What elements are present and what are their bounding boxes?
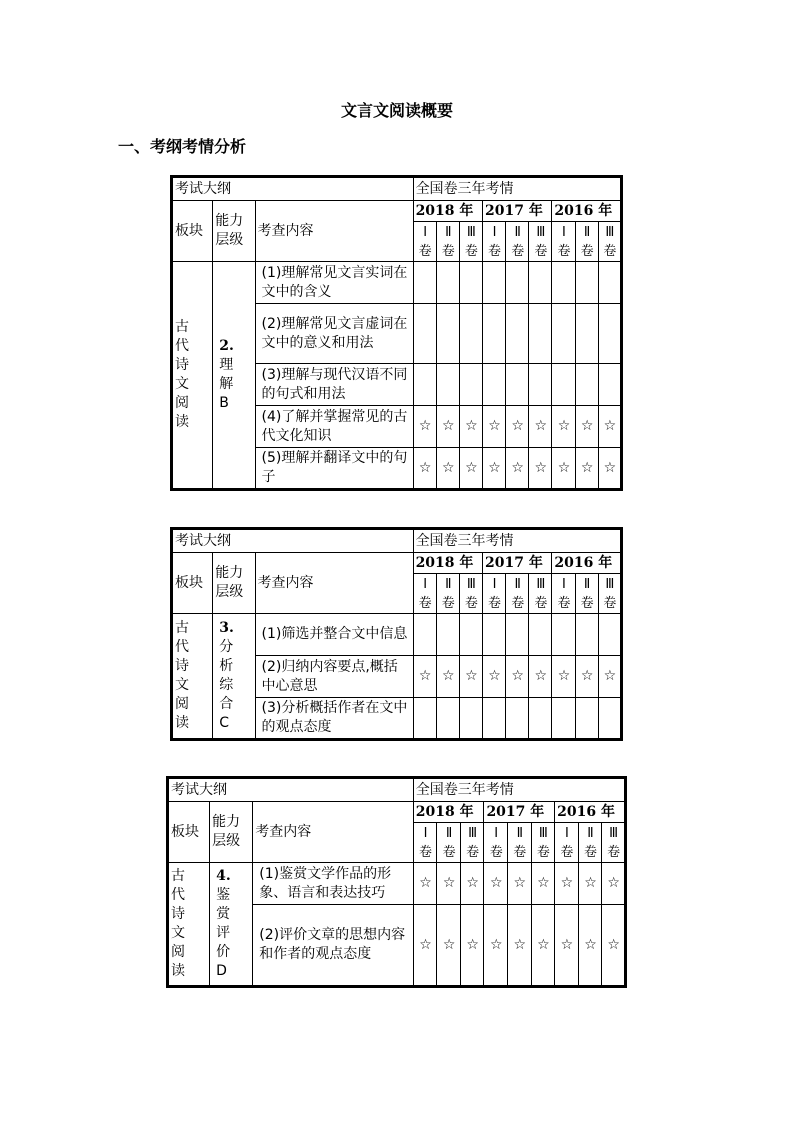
- header-paper-1: [413, 222, 436, 262]
- empty-mark: [506, 304, 529, 364]
- paper-suffix: 卷: [536, 844, 550, 860]
- star-mark: ☆: [484, 863, 508, 905]
- header-paper-1: [552, 574, 575, 614]
- empty-mark: [459, 364, 482, 406]
- empty-mark: [436, 304, 459, 364]
- paper-numeral: Ⅰ: [564, 825, 569, 841]
- paper-suffix: 卷: [464, 243, 478, 259]
- empty-mark: [575, 304, 598, 364]
- header-year-2018: 2018 年: [413, 201, 482, 222]
- empty-mark: [482, 262, 505, 304]
- paper-suffix: 卷: [466, 844, 480, 860]
- ability-level-char: 解: [219, 376, 234, 392]
- header-paper-3: [459, 222, 482, 262]
- header-block: 板块: [172, 201, 213, 262]
- header-paper-2: [506, 222, 529, 262]
- star-mark: ☆: [575, 448, 598, 490]
- paper-numeral: Ⅰ: [423, 825, 428, 841]
- star-mark: ☆: [437, 863, 461, 905]
- star-mark: ☆: [529, 656, 552, 698]
- empty-mark: [482, 304, 505, 364]
- paper-numeral: Ⅱ: [445, 825, 453, 841]
- header-paper-3: [529, 222, 552, 262]
- block-char: 代: [175, 639, 189, 655]
- star-mark: ☆: [436, 656, 459, 698]
- ability-level-cell: [210, 863, 253, 987]
- star-mark: ☆: [555, 905, 579, 987]
- paper-suffix: 卷: [442, 844, 456, 860]
- star-mark: ☆: [602, 905, 626, 987]
- paper-suffix: 卷: [418, 595, 432, 611]
- header-paper-2: [575, 222, 598, 262]
- block-cell: [172, 614, 213, 740]
- star-mark: ☆: [529, 448, 552, 490]
- star-mark: ☆: [413, 863, 437, 905]
- block-char: 代: [171, 887, 185, 903]
- paper-suffix: 卷: [580, 595, 594, 611]
- empty-mark: [552, 364, 575, 406]
- table-row: [168, 863, 626, 905]
- empty-mark: [552, 614, 575, 656]
- block-char: 阅: [171, 944, 185, 960]
- ability-level-char: 鉴: [216, 887, 231, 903]
- block-char: 文: [171, 925, 185, 941]
- paper-suffix: 卷: [488, 243, 502, 259]
- header-paper-3: [460, 823, 484, 863]
- header-paper-3: [598, 222, 621, 262]
- paper-suffix: 卷: [488, 595, 502, 611]
- star-mark: ☆: [482, 656, 505, 698]
- ability-level-number: 3.: [219, 620, 234, 636]
- empty-mark: [552, 262, 575, 304]
- paper-suffix: 卷: [441, 243, 455, 259]
- block-char: 文: [175, 677, 189, 693]
- header-paper-2: [506, 574, 529, 614]
- paper-numeral: Ⅱ: [445, 576, 452, 592]
- header-content: 考查内容: [255, 553, 413, 614]
- empty-mark: [575, 262, 598, 304]
- paper-suffix: 卷: [580, 243, 594, 259]
- header-year-2016: 2016 年: [555, 802, 626, 823]
- header-year-2016: 2016 年: [552, 201, 622, 222]
- star-mark: ☆: [482, 448, 505, 490]
- empty-mark: [575, 364, 598, 406]
- star-mark: ☆: [602, 863, 626, 905]
- star-mark: ☆: [552, 448, 575, 490]
- star-mark: ☆: [437, 905, 461, 987]
- star-mark: ☆: [531, 905, 555, 987]
- block-cell: [168, 863, 210, 987]
- paper-numeral: Ⅰ: [562, 576, 566, 592]
- paper-numeral: Ⅰ: [494, 825, 499, 841]
- empty-mark: [575, 698, 598, 740]
- header-paper-3: [531, 823, 555, 863]
- header-paper-1: [413, 574, 436, 614]
- header-content: 考查内容: [255, 201, 413, 262]
- paper-suffix: 卷: [418, 243, 432, 259]
- content-cell: (5)理解并翻译文中的句子: [255, 448, 413, 490]
- star-mark: ☆: [555, 863, 579, 905]
- star-mark: ☆: [529, 406, 552, 448]
- star-mark: ☆: [598, 406, 621, 448]
- empty-mark: [459, 304, 482, 364]
- content-cell: (1)理解常见文言实词在文中的含义: [255, 262, 413, 304]
- ability-level-char: B: [219, 395, 229, 411]
- header-paper-3: [529, 574, 552, 614]
- star-mark: ☆: [552, 656, 575, 698]
- empty-mark: [506, 698, 529, 740]
- empty-mark: [529, 304, 552, 364]
- empty-mark: [459, 614, 482, 656]
- paper-numeral: Ⅱ: [583, 224, 591, 240]
- header-paper-3: [459, 574, 482, 614]
- empty-mark: [598, 304, 621, 364]
- header-outline: 考试大纲: [172, 529, 414, 553]
- header-paper-3: [598, 574, 621, 614]
- ability-level-char: 评: [216, 925, 231, 941]
- empty-mark: [459, 262, 482, 304]
- header-paper-2: [508, 823, 532, 863]
- star-mark: ☆: [506, 448, 529, 490]
- block-char: 阅: [175, 696, 189, 712]
- paper-numeral: Ⅰ: [562, 224, 566, 240]
- ability-level-number: 2.: [219, 338, 234, 354]
- star-mark: ☆: [436, 448, 459, 490]
- star-mark: ☆: [484, 905, 508, 987]
- paper-suffix: 卷: [603, 595, 617, 611]
- header-paper-2: [575, 574, 598, 614]
- empty-mark: [506, 364, 529, 406]
- header-year-2016: 2016 年: [552, 553, 622, 574]
- star-mark: ☆: [508, 863, 532, 905]
- empty-mark: [506, 262, 529, 304]
- paper-numeral: Ⅲ: [466, 576, 476, 592]
- header-paper-1: [482, 222, 505, 262]
- empty-mark: [598, 364, 621, 406]
- paper-numeral: Ⅱ: [583, 576, 591, 592]
- header-paper-2: [436, 222, 459, 262]
- paper-numeral: Ⅱ: [587, 825, 594, 841]
- content-cell: (1)鉴赏文学作品的形象、语言和表达技巧: [253, 863, 414, 905]
- empty-mark: [598, 614, 621, 656]
- ability-level-cell: [213, 262, 255, 490]
- header-year-2017: 2017 年: [484, 802, 555, 823]
- block-char: 文: [175, 376, 189, 392]
- header-exam-status: 全国卷三年考情: [413, 529, 621, 553]
- empty-mark: [529, 698, 552, 740]
- star-mark: ☆: [413, 656, 436, 698]
- header-paper-3: [602, 823, 626, 863]
- header-paper-2: [578, 823, 602, 863]
- header-level: 能力层级: [213, 201, 255, 262]
- block-char: 读: [175, 414, 189, 430]
- table-row: [172, 262, 622, 304]
- header-year-2018: 2018 年: [413, 802, 484, 823]
- star-mark: ☆: [460, 863, 484, 905]
- section-heading: 一、考纲考情分析: [118, 137, 247, 156]
- empty-mark: [436, 698, 459, 740]
- block-char: 读: [175, 715, 189, 731]
- paper-suffix: 卷: [511, 595, 525, 611]
- paper-numeral: Ⅲ: [605, 224, 615, 240]
- paper-numeral: Ⅲ: [538, 825, 548, 841]
- paper-numeral: Ⅱ: [445, 224, 452, 240]
- header-exam-status: 全国卷三年考情: [413, 778, 625, 802]
- paper-numeral: Ⅱ: [516, 825, 523, 841]
- empty-mark: [598, 262, 621, 304]
- empty-mark: [506, 614, 529, 656]
- paper-numeral: Ⅲ: [468, 825, 478, 841]
- star-mark: ☆: [413, 448, 436, 490]
- empty-mark: [436, 262, 459, 304]
- star-mark: ☆: [578, 863, 602, 905]
- ability-level-char: D: [216, 963, 227, 979]
- star-mark: ☆: [506, 406, 529, 448]
- block-char: 古: [171, 868, 185, 884]
- block-char: 诗: [175, 658, 189, 674]
- header-paper-1: [413, 823, 437, 863]
- empty-mark: [552, 698, 575, 740]
- paper-numeral: Ⅰ: [492, 224, 497, 240]
- paper-suffix: 卷: [603, 243, 617, 259]
- header-block: 板块: [172, 553, 213, 614]
- content-cell: (2)理解常见文言虚词在文中的意义和用法: [255, 304, 413, 364]
- star-mark: ☆: [552, 406, 575, 448]
- block-char: 读: [171, 963, 185, 979]
- paper-numeral: Ⅲ: [609, 825, 619, 841]
- star-mark: ☆: [459, 406, 482, 448]
- block-char: 古: [175, 319, 189, 335]
- star-mark: ☆: [459, 656, 482, 698]
- header-content: 考查内容: [253, 802, 414, 863]
- empty-mark: [413, 262, 436, 304]
- star-mark: ☆: [413, 905, 437, 987]
- content-cell: (3)分析概括作者在文中的观点态度: [255, 698, 413, 740]
- paper-suffix: 卷: [513, 844, 527, 860]
- paper-numeral: Ⅲ: [605, 576, 615, 592]
- empty-mark: [459, 698, 482, 740]
- paper-suffix: 卷: [511, 243, 525, 259]
- ability-level-char: 赏: [216, 906, 231, 922]
- ability-level-char: 综: [219, 677, 234, 693]
- content-cell: (3)理解与现代汉语不同的句式和用法: [255, 364, 413, 406]
- header-level: 能力层级: [213, 553, 255, 614]
- paper-suffix: 卷: [557, 243, 571, 259]
- paper-numeral: Ⅰ: [423, 576, 428, 592]
- header-paper-2: [436, 574, 459, 614]
- star-mark: ☆: [508, 905, 532, 987]
- star-mark: ☆: [459, 448, 482, 490]
- paper-suffix: 卷: [464, 595, 478, 611]
- header-year-2017: 2017 年: [482, 553, 551, 574]
- block-char: 代: [175, 338, 189, 354]
- header-level: 能力层级: [210, 802, 253, 863]
- empty-mark: [575, 614, 598, 656]
- star-mark: ☆: [460, 905, 484, 987]
- paper-suffix: 卷: [489, 844, 503, 860]
- star-mark: ☆: [506, 656, 529, 698]
- paper-numeral: Ⅰ: [492, 576, 497, 592]
- star-mark: ☆: [575, 656, 598, 698]
- header-year-2017: 2017 年: [482, 201, 551, 222]
- content-cell: (1)筛选并整合文中信息: [255, 614, 413, 656]
- empty-mark: [552, 304, 575, 364]
- block-char: 古: [175, 620, 189, 636]
- paper-suffix: 卷: [607, 844, 621, 860]
- empty-mark: [413, 304, 436, 364]
- header-paper-1: [552, 222, 575, 262]
- paper-numeral: Ⅲ: [536, 576, 546, 592]
- paper-suffix: 卷: [560, 844, 574, 860]
- header-paper-1: [484, 823, 508, 863]
- block-char: 诗: [171, 906, 185, 922]
- empty-mark: [482, 364, 505, 406]
- paper-numeral: Ⅱ: [514, 576, 521, 592]
- paper-suffix: 卷: [534, 595, 548, 611]
- empty-mark: [529, 614, 552, 656]
- block-char: 阅: [175, 395, 189, 411]
- ability-level-char: 价: [216, 944, 231, 960]
- header-exam-status: 全国卷三年考情: [413, 177, 621, 201]
- paper-suffix: 卷: [419, 844, 433, 860]
- paper-numeral: Ⅲ: [536, 224, 546, 240]
- outline-table-appreciation: [166, 776, 627, 988]
- paper-suffix: 卷: [583, 844, 597, 860]
- outline-table-analysis: [170, 527, 623, 741]
- empty-mark: [413, 698, 436, 740]
- star-mark: ☆: [413, 406, 436, 448]
- paper-numeral: Ⅰ: [423, 224, 428, 240]
- empty-mark: [529, 364, 552, 406]
- block-char: 诗: [175, 357, 189, 373]
- paper-suffix: 卷: [534, 243, 548, 259]
- paper-suffix: 卷: [441, 595, 455, 611]
- ability-level-char: 合: [219, 696, 234, 712]
- table-row: [172, 614, 622, 656]
- header-paper-2: [437, 823, 461, 863]
- star-mark: ☆: [578, 905, 602, 987]
- content-cell: (2)评价文章的思想内容和作者的观点态度: [253, 905, 414, 987]
- ability-level-char: 析: [219, 658, 234, 674]
- empty-mark: [436, 614, 459, 656]
- ability-level-cell: [213, 614, 255, 740]
- content-cell: (4)了解并掌握常见的古代文化知识: [255, 406, 413, 448]
- empty-mark: [436, 364, 459, 406]
- header-block: 板块: [168, 802, 210, 863]
- ability-level-char: C: [219, 715, 230, 731]
- paper-numeral: Ⅲ: [466, 224, 476, 240]
- ability-level-number: 4.: [216, 868, 231, 884]
- empty-mark: [413, 364, 436, 406]
- page-title: 文言文阅读概要: [340, 101, 453, 120]
- ability-level-char: 理: [219, 357, 234, 373]
- empty-mark: [413, 614, 436, 656]
- star-mark: ☆: [598, 656, 621, 698]
- content-cell: (2)归纳内容要点,概括中心意思: [255, 656, 413, 698]
- ability-level-char: 分: [219, 639, 234, 655]
- star-mark: ☆: [531, 863, 555, 905]
- star-mark: ☆: [575, 406, 598, 448]
- empty-mark: [598, 698, 621, 740]
- empty-mark: [482, 614, 505, 656]
- header-paper-1: [482, 574, 505, 614]
- paper-suffix: 卷: [557, 595, 571, 611]
- empty-mark: [529, 262, 552, 304]
- outline-table-comprehension: [170, 175, 623, 491]
- header-outline: 考试大纲: [168, 778, 414, 802]
- header-paper-1: [555, 823, 579, 863]
- paper-numeral: Ⅱ: [514, 224, 521, 240]
- header-outline: 考试大纲: [172, 177, 414, 201]
- header-year-2018: 2018 年: [413, 553, 482, 574]
- star-mark: ☆: [482, 406, 505, 448]
- star-mark: ☆: [598, 448, 621, 490]
- star-mark: ☆: [436, 406, 459, 448]
- empty-mark: [482, 698, 505, 740]
- block-cell: [172, 262, 213, 490]
